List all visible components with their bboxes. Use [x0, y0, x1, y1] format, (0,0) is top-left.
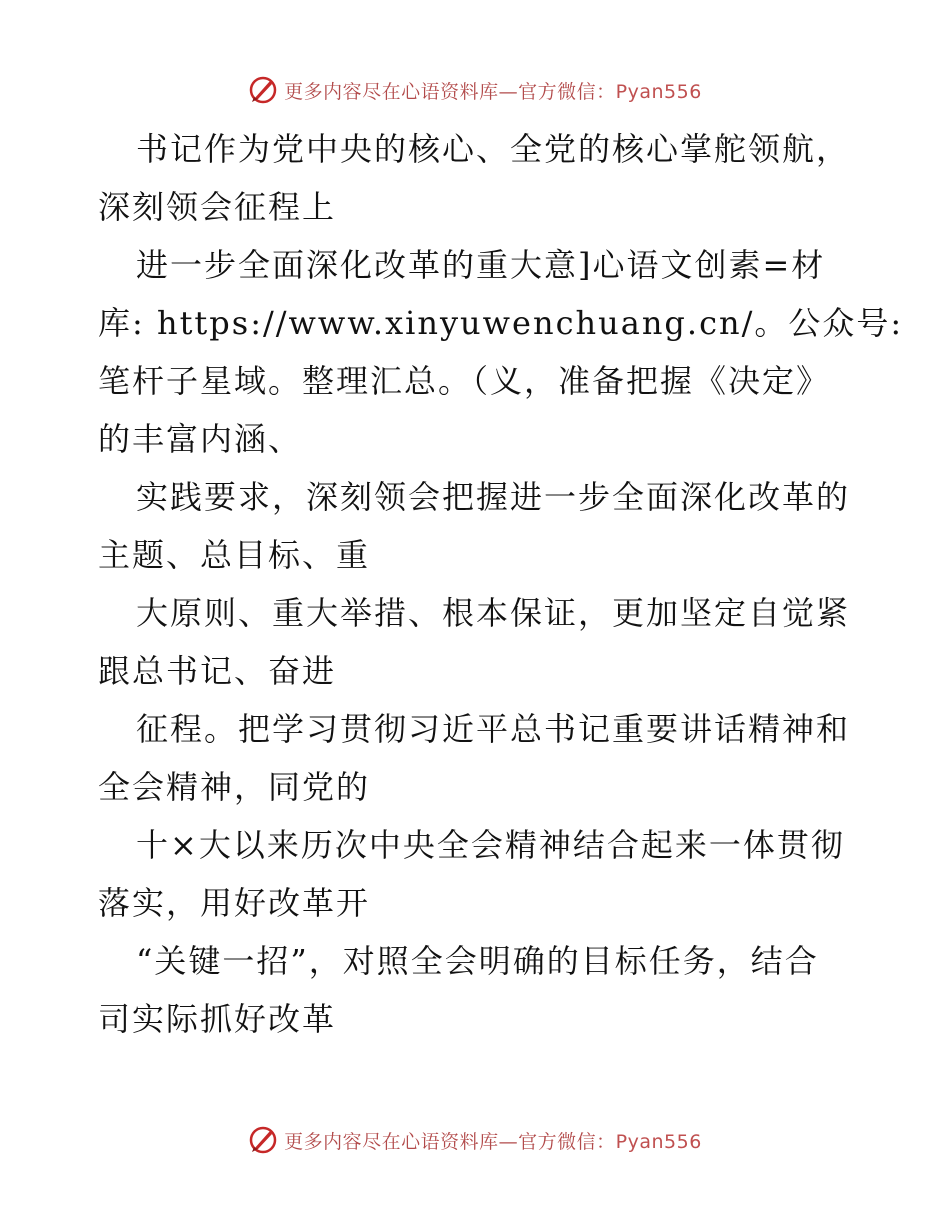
text-line-4: 库: https://www.xinyuwenchuang.cn/。公众号:: [98, 304, 904, 342]
text-line-12: 全会精神，同党的: [98, 768, 371, 806]
text-line-2: 深刻领会征程上: [98, 188, 337, 226]
header-banner-text: [284, 77, 702, 104]
text-line-3: 进一步全面深化改革的重大意]心语文创素=材: [136, 246, 826, 284]
text-line-9: 大原则、重大举措、根本保证，更加坚定自觉紧: [136, 594, 851, 632]
text-line-6: 的丰富内涵、: [98, 420, 303, 458]
text-line-1: 书记作为党中央的核心、全党的核心掌舵领航，: [136, 130, 851, 168]
footer-banner: [0, 1120, 950, 1160]
header-wechat-id: Pyan556: [615, 80, 702, 103]
text-line-15: “关键一招”，对照全会明确的目标任务，结合: [136, 942, 819, 980]
text-line-13: 十×大以来历次中央全会精神结合起来一体贯彻: [136, 826, 845, 864]
quill-pen-logo-icon: [248, 75, 278, 105]
text-line-8: 主题、总目标、重: [98, 536, 371, 574]
document-body: [98, 120, 904, 1048]
footer-banner-text: [284, 1127, 702, 1154]
header-banner: [0, 70, 950, 110]
footer-wechat-id: Pyan556: [615, 1130, 702, 1153]
text-line-5: 笔杆子星域。整理汇总。（义，准备把握《决定》: [98, 362, 831, 400]
footer-banner-label: 更多内容尽在心语资料库—官方微信：: [284, 1130, 616, 1153]
text-line-14: 落实，用好改革开: [98, 884, 371, 922]
text-line-16: 司实际抓好改革: [98, 1000, 337, 1038]
text-line-10: 跟总书记、奋进: [98, 652, 337, 690]
body-paragraph: [98, 120, 904, 1048]
text-line-7: 实践要求，深刻领会把握进一步全面深化改革的: [136, 478, 851, 516]
quill-pen-logo-icon: [248, 1125, 278, 1155]
text-line-11: 征程。把学习贯彻习近平总书记重要讲话精神和: [136, 710, 851, 748]
header-banner-label: 更多内容尽在心语资料库—官方微信：: [284, 80, 616, 103]
